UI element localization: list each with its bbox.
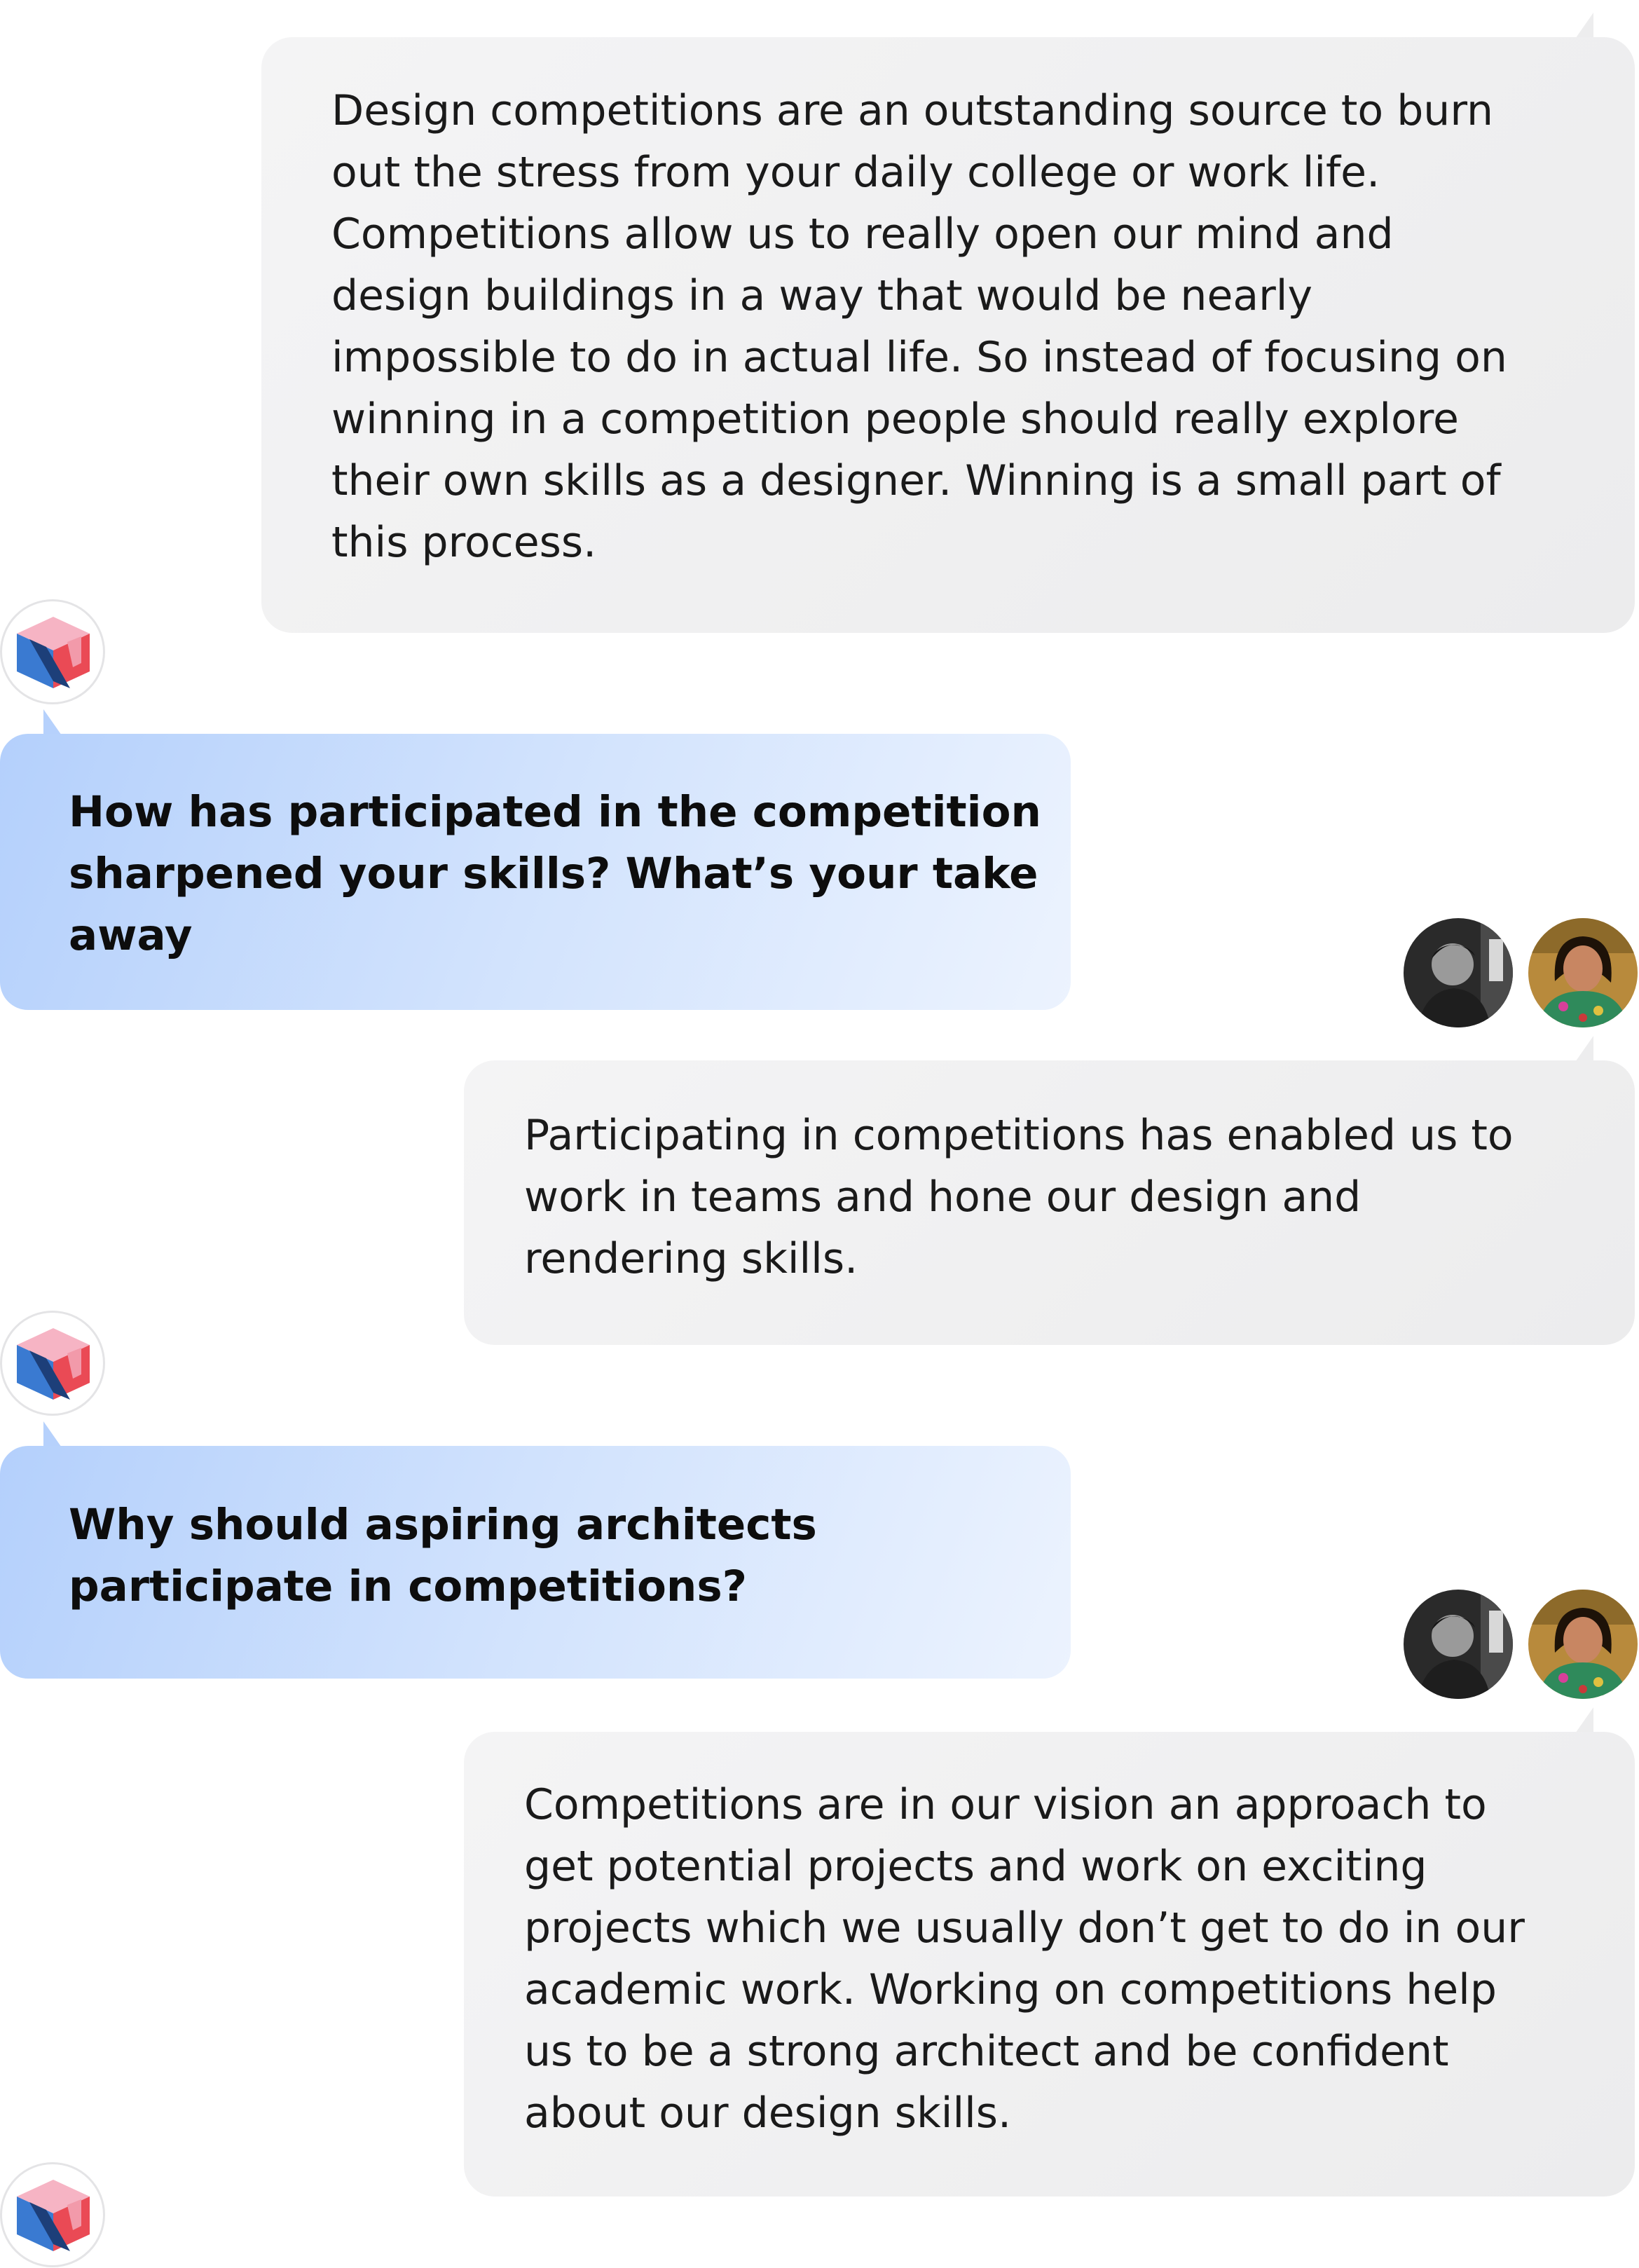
bubble-tail [43, 1421, 63, 1449]
male-portrait-photo [1404, 1590, 1513, 1699]
bubble-tail [1574, 1036, 1593, 1064]
bubble-tail [1574, 13, 1593, 41]
female-portrait-photo [1528, 918, 1638, 1027]
male-portrait-photo [1404, 918, 1513, 1027]
interviewee-avatar-female [1528, 918, 1638, 1027]
interviewer-logo-avatar [0, 1311, 105, 1416]
answer-text: Participating in competitions has enabled us to work in teams and hone our design and rendering skills. [524, 1111, 1514, 1283]
interviewee-avatar-male [1404, 918, 1513, 1027]
interviewer-logo-avatar [0, 599, 105, 704]
answer-text: Competitions are in our vision an approach to get potential projects and work on exciting projects which we usually don’t get to do in our academic work. Working on competitions help us to be a strong architect and be confident about our design skills. [524, 1780, 1525, 2138]
question-text: Why should aspiring architects participate in competitions? [69, 1500, 817, 1611]
bubble-tail [43, 709, 63, 737]
female-portrait-photo [1528, 1590, 1638, 1699]
question-text: How has participated in the competition sharpened your skills? What’s your take away [69, 787, 1041, 960]
magazine-logo-icon [14, 614, 92, 691]
magazine-logo-icon [14, 2177, 92, 2254]
interviewee-avatar-male [1404, 1590, 1513, 1699]
interviewee-avatar-female [1528, 1590, 1638, 1699]
answer-text: Design competitions are an outstanding source to burn out the stress from your daily college or work life. Competitions allow us to really open our mind and design buildings in a way that would be nearly impossible to do in actual life. So instead of focusing on winning in a competition people should really explore their own skills as a designer. Winning is a small part of this process. [331, 86, 1507, 567]
bubble-tail [1574, 1707, 1593, 1735]
interviewer-logo-avatar [0, 2162, 105, 2267]
magazine-logo-icon [14, 1325, 92, 1402]
